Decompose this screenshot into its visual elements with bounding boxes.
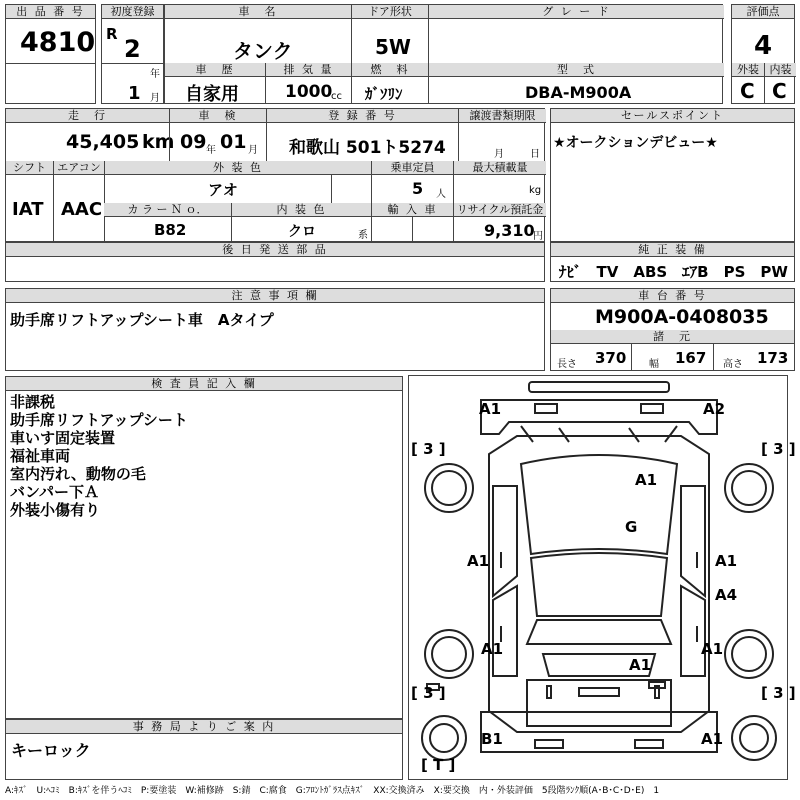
ac-label: エアコン [53, 161, 104, 175]
recycle-label: リサイクル預託金 [453, 203, 546, 217]
max-load-unit: kg [529, 185, 542, 196]
displacement-value: 1000 [285, 82, 333, 102]
int-color-unit: 系 [358, 230, 368, 241]
ext-color-value: アオ [208, 181, 238, 199]
mark-tire-fr: [ 3 ] [761, 440, 796, 458]
chassis-label: 車 台 番 号 [551, 289, 794, 303]
score-value: 4 [754, 31, 773, 61]
inspection-month: 01 [220, 131, 247, 153]
interior-grade: C [772, 79, 787, 103]
mark-rear-right: A1 [701, 730, 724, 748]
inspector-line: バンパー下Ａ [10, 483, 99, 501]
history-value: 自家用 [185, 84, 239, 105]
chassis-number: M900A-0408035 [595, 306, 769, 328]
mark-tire-fl: [ 3 ] [411, 440, 446, 458]
import-label: 輸 入 車 [371, 203, 453, 217]
door-label: ドア形状 [351, 5, 428, 19]
length-label: 長さ [557, 359, 577, 370]
score-box [731, 4, 795, 104]
transfer-day-unit: 日 [530, 149, 540, 160]
mark-right-front-door: A1 [715, 552, 738, 570]
ac-value: AAC [61, 199, 103, 220]
car-outline-diagram [409, 376, 789, 781]
model-code: DBA-M900A [525, 83, 632, 102]
width-value: 167 [675, 349, 707, 367]
displacement-label: 排 気 量 [265, 63, 351, 77]
mark-bonnet: A1 [635, 471, 658, 489]
mark-right-rear-quarter: A1 [701, 640, 724, 658]
inspector-notes-box [5, 376, 403, 719]
height-label: 高さ [723, 359, 743, 370]
cc-unit: cc [331, 91, 342, 102]
inspector-line: 助手席リフトアップシート [10, 411, 188, 429]
sales-point-text: ★オークションデビュー★ [553, 135, 718, 151]
inspection-year-unit: 年 [206, 145, 216, 156]
first-registration-label: 初度登録 [102, 5, 163, 19]
length-value: 370 [595, 349, 627, 367]
history-label: 車 歴 [165, 63, 265, 77]
registration-number: 和歌山 501ト5274 [289, 138, 446, 158]
door-type: 5W [375, 35, 411, 59]
equipment-box [550, 242, 795, 282]
era: R [106, 25, 118, 43]
lot-number-box [5, 4, 96, 104]
notes-box [5, 288, 545, 371]
chassis-box [550, 288, 795, 371]
int-color-value: クロ [288, 224, 316, 240]
legend: A:ｷｽﾞ U:ﾍｺﾐ B:ｷｽﾞを伴うﾍｺﾐ P:要塗装 W:補修跡 S:錆 C:腐食 G:ﾌﾛﾝﾄｶﾞﾗｽ点ｷｽﾞ XX:交換済み X:要交換 内・外装評価 5段階ﾗﾝｸ順(A･B･C･D･E) 1 [5, 786, 660, 796]
inspection-year: 09 [180, 131, 207, 153]
lot-number-label: 出 品 番 号 [6, 5, 95, 19]
office-notice-box [5, 719, 403, 780]
inspector-notes-label: 検 査 員 記 入 欄 [6, 377, 402, 391]
mark-left-rear-quarter: A1 [481, 640, 504, 658]
mileage-unit: km [142, 131, 175, 153]
max-load-label: 最大積載量 [453, 161, 546, 175]
notes-label: 注 意 事 項 欄 [6, 289, 544, 303]
mark-right-rear-door: A4 [715, 586, 738, 604]
score-label: 評価点 [732, 5, 794, 19]
exterior-grade: C [740, 79, 755, 103]
mileage-value: 45,405 [66, 131, 140, 153]
mark-roof-rear: A1 [629, 656, 652, 674]
later-parts-box [5, 242, 545, 282]
notes-text: 助手席リフトアップシート車 Aタイプ [10, 311, 274, 329]
car-info-box [164, 4, 723, 104]
later-parts-label: 後 日 発 送 部 品 [6, 243, 544, 257]
mileage-label: 走 行 [6, 109, 169, 123]
sales-point-box [550, 108, 795, 242]
fuel-value: ｶﾞｿﾘﾝ [365, 85, 403, 103]
transfer-deadline-label: 譲渡書類期限 [458, 109, 546, 123]
color-no-value: B82 [154, 221, 187, 239]
equipment-label: 純 正 装 備 [551, 243, 794, 257]
equipment-items: ﾅﾋﾞ TV ABS ｴｱB PS PW [559, 263, 788, 281]
capacity-label: 乗車定員 [371, 161, 453, 175]
first-registration-box [101, 4, 164, 104]
inspector-notes-lines [10, 393, 188, 519]
vehicle-details-box [5, 108, 545, 242]
inspector-line: 外装小傷有り [10, 501, 101, 519]
office-notice-label: 事 務 局 よ り ご 案 内 [6, 720, 402, 734]
damage-diagram [408, 375, 796, 780]
sales-point-label: セールスポイント [551, 109, 794, 123]
registration-label: 登 録 番 号 [266, 109, 458, 123]
fuel-label: 燃 料 [351, 63, 428, 77]
mark-front-right-corner: A2 [703, 400, 726, 418]
first-registration-year: 2 [124, 35, 141, 63]
inspection-label: 車 検 [169, 109, 266, 123]
int-color-label: 内 装 色 [231, 203, 371, 217]
lot-number: 4810 [20, 27, 96, 58]
car-name: タンク [233, 39, 293, 63]
shift-value: IAT [12, 199, 44, 220]
inspector-line: 非課税 [10, 393, 56, 411]
mark-front-left-corner: A1 [479, 400, 502, 418]
yen-unit: 円 [533, 231, 543, 242]
office-notice-text: キーロック [11, 741, 91, 760]
color-no-label: カ ラ ー Ｎ ｏ． [104, 203, 231, 217]
inspector-line: 車いす固定装置 [10, 429, 116, 447]
capacity-value: 5 [412, 179, 424, 198]
car-name-label: 車 名 [165, 5, 351, 19]
mark-tire-rr: [ 3 ] [761, 684, 796, 702]
mark-tire-rl: [ 3 ] [411, 684, 446, 702]
recycle-fee: 9,310 [484, 221, 535, 240]
interior-grade-label: 内装 [764, 63, 796, 77]
shift-label: シフト [6, 161, 53, 175]
first-registration-month: 1 [128, 83, 141, 104]
month-unit: 月 [150, 93, 160, 104]
width-label: 幅 [649, 359, 659, 370]
mark-left-front-door: A1 [467, 552, 490, 570]
capacity-unit: 人 [436, 189, 446, 200]
inspector-line: 室内汚れ、動物の毛 [10, 465, 146, 483]
exterior-grade-label: 外装 [732, 63, 764, 77]
mark-spare: [ T ] [421, 756, 456, 774]
specs-label: 諸 元 [551, 330, 794, 344]
mark-rear-left: B1 [481, 730, 503, 748]
mark-windshield: G [625, 518, 638, 536]
ext-color-label: 外 装 色 [104, 161, 371, 175]
year-unit: 年 [150, 69, 160, 80]
model-code-label: 型 式 [428, 63, 724, 77]
transfer-month-unit: 月 [494, 149, 504, 160]
height-value: 173 [757, 349, 789, 367]
grade-label: グ レ ー ド [428, 5, 724, 19]
inspection-month-unit: 月 [248, 145, 258, 156]
inspector-line: 福祉車両 [10, 447, 71, 465]
